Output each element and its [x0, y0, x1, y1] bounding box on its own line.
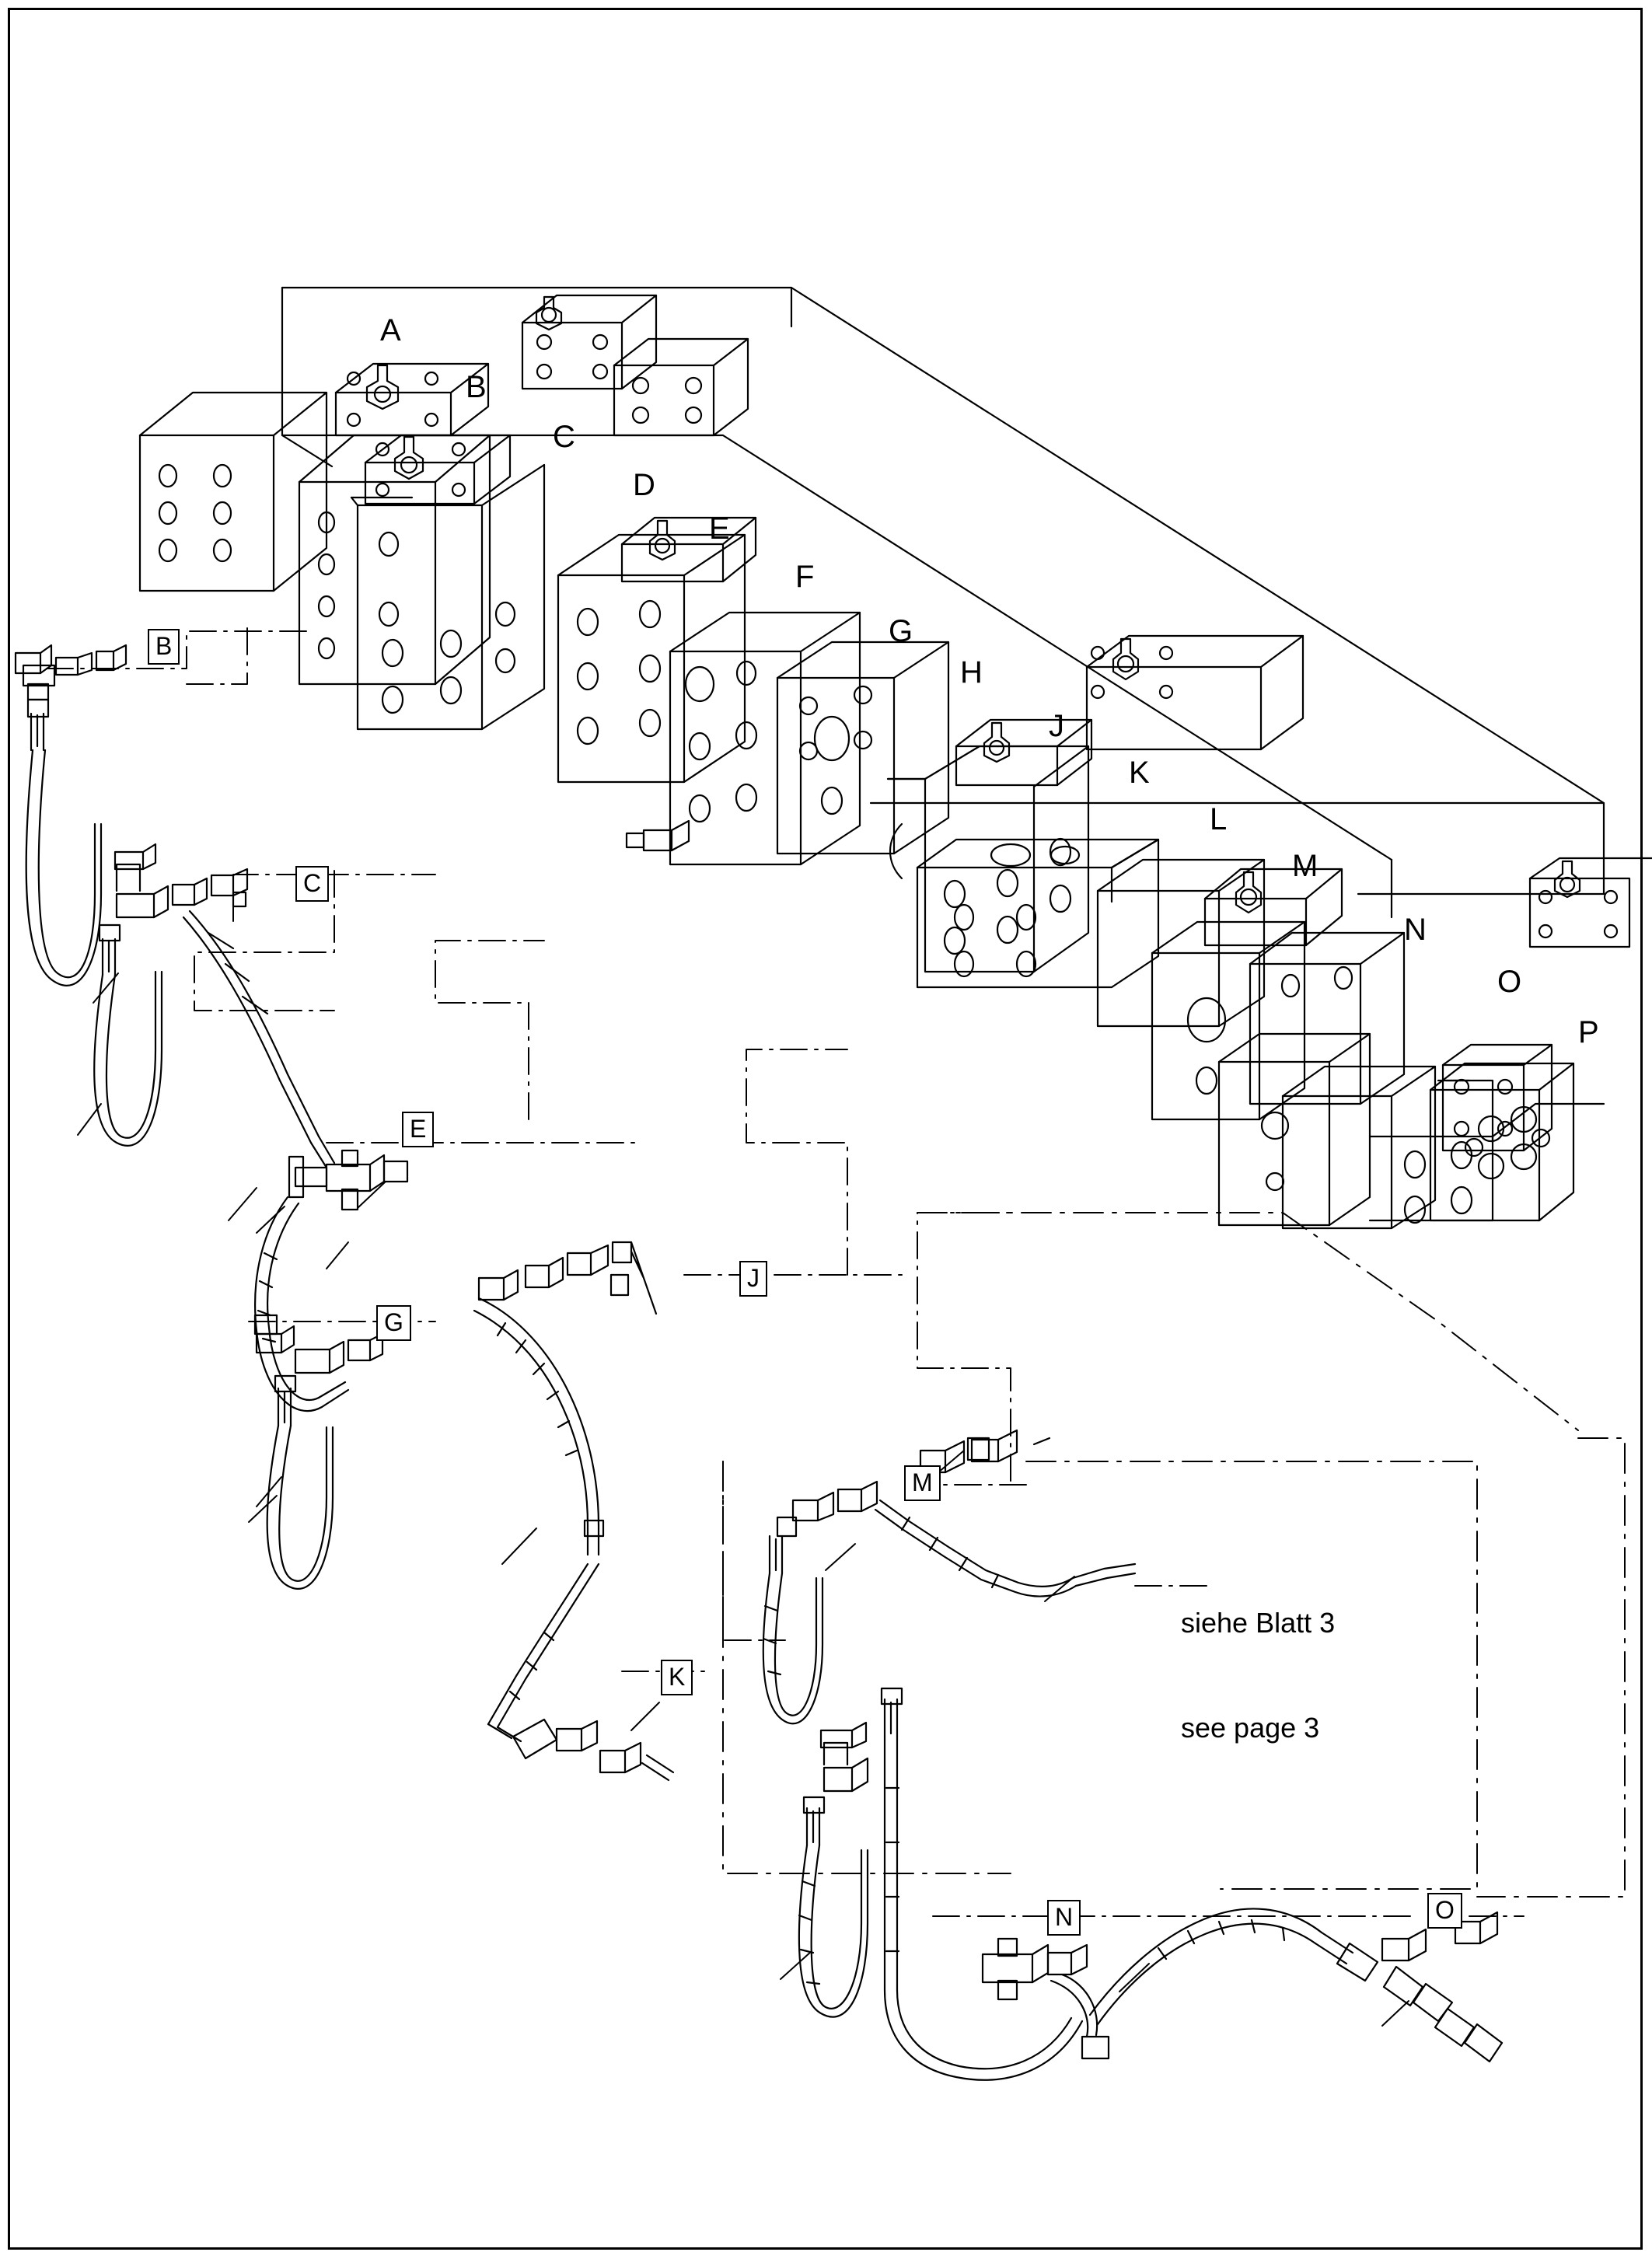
block-e [351, 435, 544, 729]
label-a: A [380, 313, 401, 347]
block-k [917, 840, 1158, 987]
block-p-face [1443, 1045, 1552, 1150]
label-l: L [1210, 802, 1228, 836]
leader-j2 [746, 1049, 847, 1275]
far-right-cap-block [1530, 858, 1652, 947]
label-b: B [466, 370, 487, 404]
leader-e2 [435, 941, 544, 1119]
label-n: N [1404, 913, 1427, 947]
standalone-fittings [233, 821, 1050, 1461]
block-b [299, 364, 490, 684]
label-p: P [1578, 1015, 1599, 1049]
detail-label-n: N [1047, 1900, 1081, 1936]
hose-e [255, 1197, 348, 1411]
block-f [558, 518, 756, 782]
hose-o [1090, 1908, 1502, 2062]
fitting-n [983, 1939, 1109, 2058]
label-f: F [795, 560, 815, 594]
label-g: G [889, 614, 913, 648]
see-page-note [1181, 1535, 1335, 1815]
label-h: H [960, 655, 983, 690]
label-j: J [1049, 709, 1064, 743]
detail-label-k: K [661, 1660, 693, 1695]
hose-j [474, 1242, 656, 1555]
block-n [1250, 933, 1404, 1104]
block-h [777, 642, 948, 854]
block-m [1152, 869, 1342, 1119]
block-l [1098, 860, 1264, 1026]
block-o [1219, 1034, 1370, 1225]
detail-label-o: O [1427, 1893, 1462, 1929]
hose-b [16, 645, 126, 986]
routing-envelope-4 [917, 1213, 1578, 1430]
block-j [888, 720, 1091, 972]
hose-n [882, 1688, 1082, 2080]
hose-n-left [799, 1723, 868, 2017]
label-k: K [1129, 756, 1150, 790]
hose-c [94, 844, 247, 1146]
routing-envelope-1 [723, 1461, 1011, 1873]
detail-label-j: J [739, 1261, 767, 1297]
right-cap-block [1087, 636, 1303, 749]
detail-label-c: C [295, 866, 329, 902]
detail-label-b: B [148, 629, 180, 665]
fitting-e [289, 1150, 407, 1210]
routing-envelope-3 [1477, 1438, 1625, 1897]
hose-c-lower [183, 911, 334, 1168]
leader-b2 [179, 628, 247, 684]
label-m: M [1292, 849, 1318, 883]
block-g [670, 613, 860, 864]
see-page-note-de: siehe Blatt 3 [1181, 1607, 1336, 1639]
label-d: D [633, 468, 655, 502]
block-c [522, 295, 656, 389]
see-page-note-en: see page 3 [1181, 1712, 1320, 1744]
hose-m-loop [763, 1536, 823, 1723]
detail-label-g: G [376, 1305, 411, 1341]
label-e: E [709, 512, 730, 546]
detail-label-e: E [402, 1112, 434, 1147]
label-c: C [553, 420, 575, 454]
block-d [614, 339, 748, 435]
detail-label-m: M [904, 1465, 941, 1501]
label-o: O [1497, 965, 1522, 999]
